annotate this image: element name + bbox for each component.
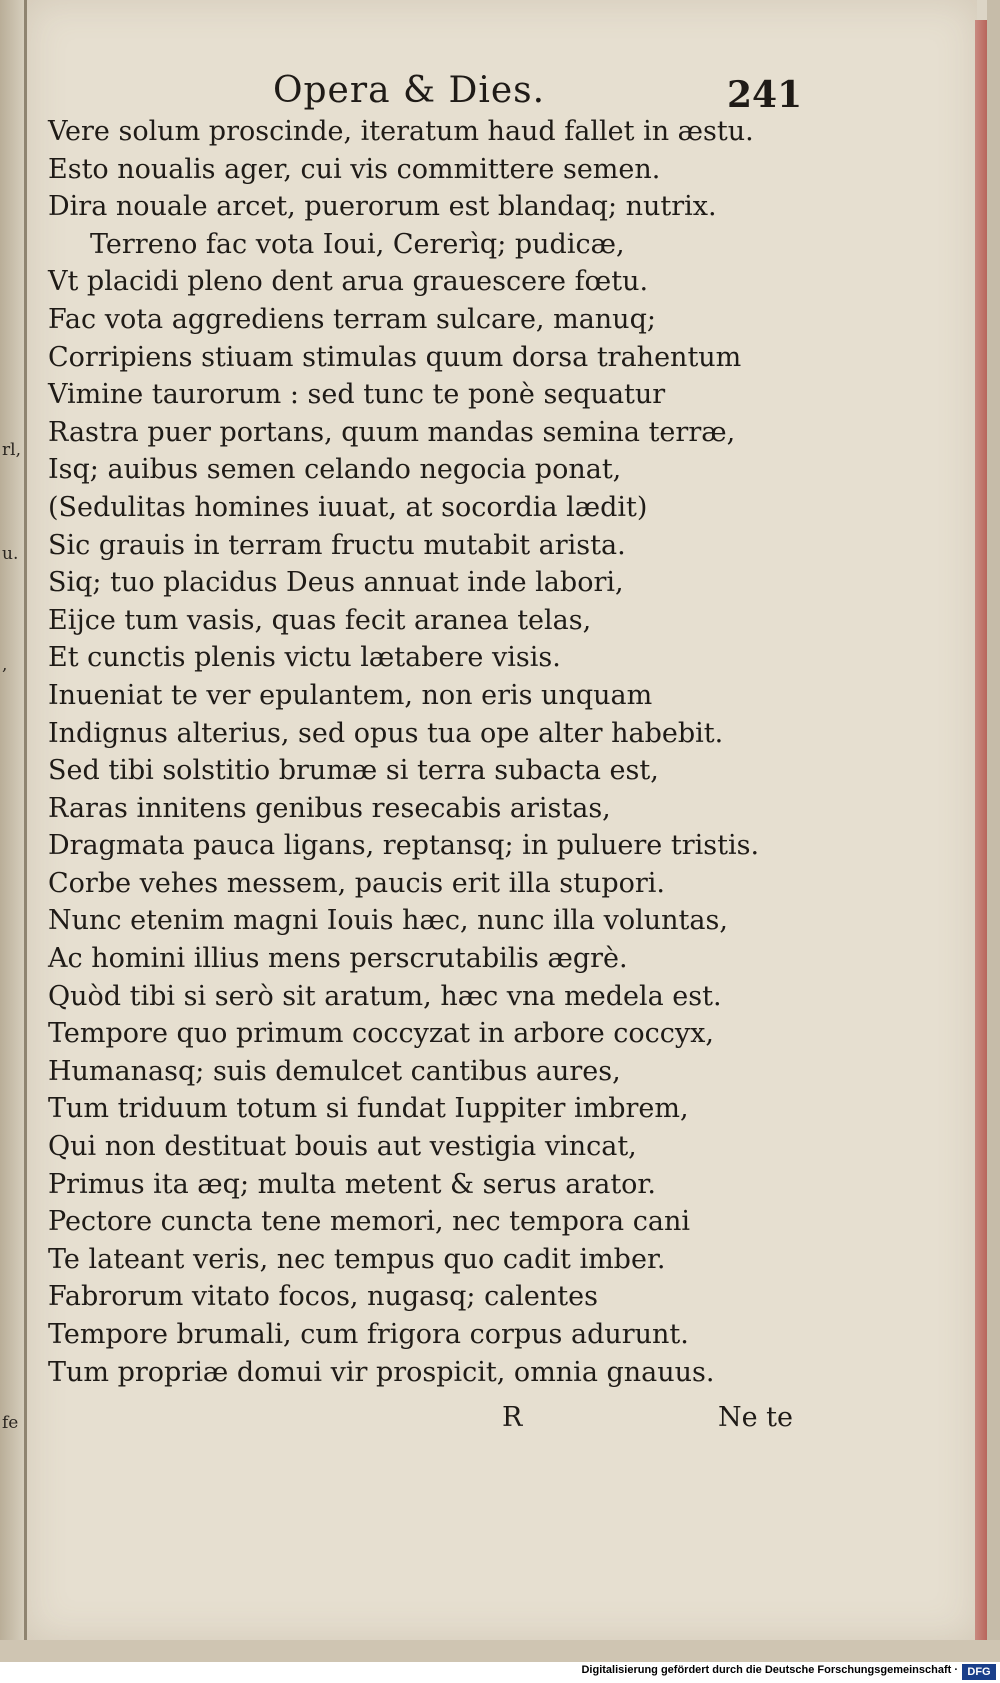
bottom-margin <box>0 1640 1000 1662</box>
verse-line: Tum triduum totum si fundat Iuppiter imbrem, <box>48 1093 689 1125</box>
verse-line: Et cunctis plenis victu lætabere visis. <box>48 642 561 674</box>
funding-credit: Digitalisierung gefördert durch die Deutsche Forschungsgemeinschaft · <box>581 1664 958 1676</box>
verse-line: Tempore quo primum coccyzat in arbore coccyx, <box>48 1018 714 1050</box>
verse-line: Tempore brumali, cum frigora corpus adurunt. <box>48 1319 689 1350</box>
verse-line: Qui non destituat bouis aut vestigia vincat, <box>48 1131 637 1163</box>
facing-page-fragment: u. <box>2 544 19 564</box>
verse-line: Fac vota aggrediens terram sulcare, manuq; <box>48 303 656 335</box>
verse-line: Siq; tuo placidus Deus annuat inde labori, <box>48 567 624 599</box>
red-page-edge <box>975 20 987 1645</box>
verse-line: Inueniat te ver epulantem, non eris unquam <box>48 679 653 711</box>
verse-line: Nunc etenim magni Iouis hæc, nunc illa voluntas, <box>48 905 728 937</box>
running-title: Opera & Dies. <box>273 70 546 111</box>
verse-line: Humanasq; suis demulcet cantibus aures, <box>48 1055 621 1087</box>
facing-page-fragment: , <box>2 655 8 675</box>
signature-mark: R <box>502 1402 523 1433</box>
verse-line: Primus ita æq; multa metent & serus arator. <box>48 1168 656 1200</box>
verse-line: Ac homini illius mens perscrutabilis ægrè. <box>48 943 628 975</box>
verse-line: Quòd tibi si serò sit aratum, hæc vna medela est. <box>48 980 722 1012</box>
verse-line: Sic grauis in terram fructu mutabit arista. <box>48 529 626 561</box>
verse-line: Esto noualis ager, cui vis committere semen. <box>48 153 661 185</box>
verse-line: Dragmata pauca ligans, reptansq; in puluere tristis. <box>48 830 760 862</box>
verse-line: Pectore cuncta tene memori, nec tempora cani <box>48 1206 690 1238</box>
facing-page-fragment: fe <box>2 1413 19 1433</box>
verse-line: Rastra puer portans, quum mandas semina terræ, <box>48 416 736 448</box>
verse-line: Eijce tum vasis, quas fecit aranea telas, <box>48 604 592 636</box>
verse-line: Corripiens stiuam stimulas quum dorsa trahentum <box>48 341 742 373</box>
facing-page-fragment: rl, <box>2 440 21 460</box>
dfg-logo: DFG <box>962 1664 996 1680</box>
verse-line: Indignus alterius, sed opus tua ope alter habebit. <box>48 717 724 749</box>
verse-line: Corbe vehes messem, paucis erit illa stupori. <box>48 867 666 899</box>
verse-text <box>48 113 788 1391</box>
verse-line: Te lateant veris, nec tempus quo cadit imber. <box>48 1243 666 1275</box>
verse-line: Vimine taurorum : sed tunc te ponè sequatur <box>48 379 666 411</box>
verse-line: Tum propriæ domui vir prospicit, omnia gnauus. <box>48 1356 715 1388</box>
verse-line: Fabrorum vitato focos, nugasq; calentes <box>48 1281 598 1313</box>
verse-line: Isq; auibus semen celando negocia ponat, <box>48 454 622 486</box>
verse-line: Sed tibi solstitio brumæ si terra subacta est, <box>48 755 659 787</box>
verse-line: Raras innitens genibus resecabis aristas, <box>48 792 611 824</box>
verse-line: Vere solum proscinde, iteratum haud fallet in æstu. <box>48 116 754 147</box>
catchword: Ne te <box>718 1402 794 1433</box>
verse-line: Terreno fac vota Ioui, Cererìq; pudicæ, <box>90 228 625 260</box>
verse-line: (Sedulitas homines iuuat, at socordia lædit) <box>48 491 648 523</box>
page-number: 241 <box>727 74 803 116</box>
verse-line: Vt placidi pleno dent arua grauescere fœtu. <box>48 266 649 298</box>
page-edge-shadow <box>987 0 1000 1662</box>
verse-line: Dira nouale arcet, puerorum est blandaq; nutrix. <box>48 191 717 223</box>
